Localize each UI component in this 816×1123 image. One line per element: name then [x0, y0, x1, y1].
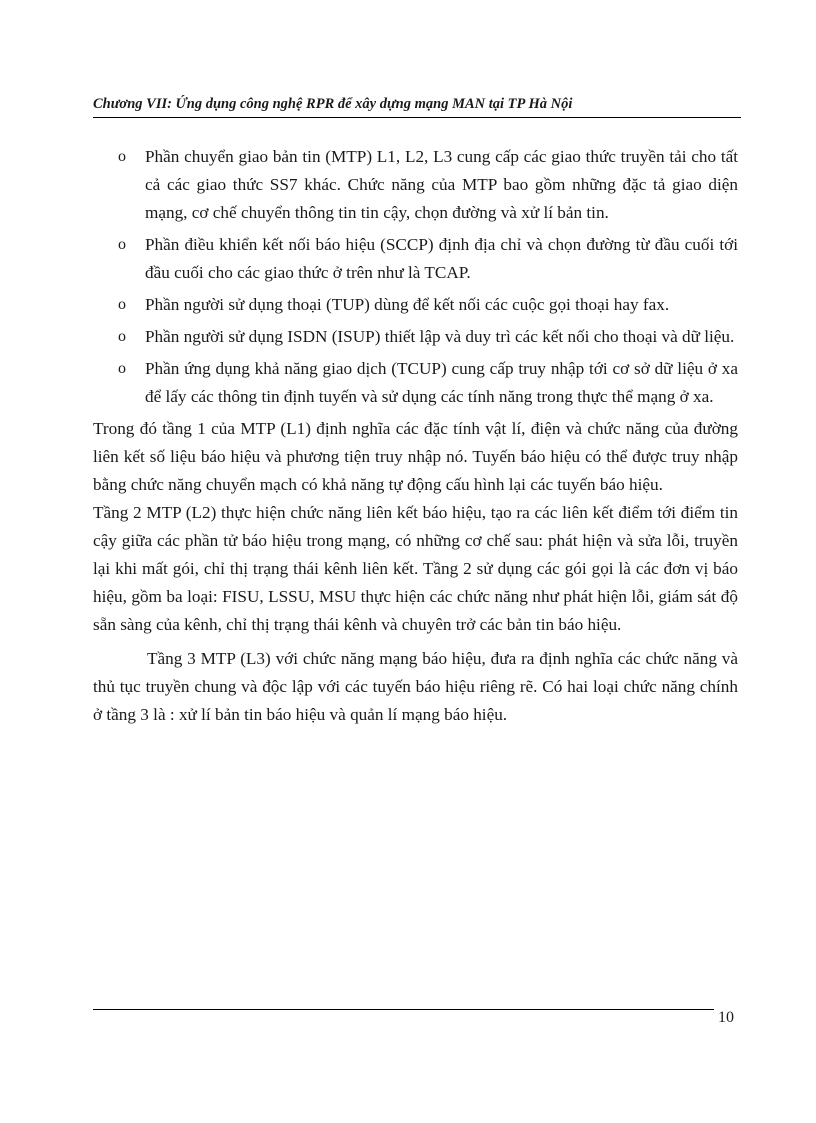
list-item: [118, 291, 738, 319]
list-item-text: Phần người sử dụng thoại (TUP) dùng để kết nối các cuộc gọi thoại hay fax.: [145, 295, 670, 314]
list-item-text: Phần điều khiển kết nối báo hiệu (SCCP) định địa chỉ và chọn đường từ đầu cuối tới đầu cuối cho các giao thức ở trên như là TCAP.: [145, 235, 738, 282]
page-body: [93, 143, 738, 729]
list-item: [118, 143, 738, 227]
footer-divider: [93, 1009, 714, 1010]
paragraph-layer1: Trong đó tầng 1 của MTP (L1) định nghĩa các đặc tính vật lí, điện và chức năng của đường liên kết số liệu báo hiệu và phương tiện truy nhập nó. Tuyến báo hiệu có thể được truy nhập bằng chức năng chuyển mạch có khả năng tự động cấu hình lại các tuyến báo hiệu.: [93, 419, 738, 494]
list-item-text: Phần người sử dụng ISDN (ISUP) thiết lập và duy trì các kết nối cho thoại và dữ liệu.: [145, 327, 735, 346]
list-item: [118, 231, 738, 287]
bullet-circle-icon: o: [118, 236, 126, 253]
bullet-circle-icon: o: [118, 360, 126, 377]
page-header-title: Chương VII: Ứng dụng công nghệ RPR để xây dựng mạng MAN tại TP Hà Nội: [93, 96, 573, 112]
list-item-text: Phần chuyển giao bản tin (MTP) L1, L2, L3 cung cấp các giao thức truyền tải cho tất cả các giao thức SS7 khác. Chức năng của MTP bao gồm những đặc tả giao diện mạng, cơ chế chuyển thông tin tin cậy, chọn đường và xử lí bản tin.: [145, 147, 738, 222]
bullet-circle-icon: o: [118, 328, 126, 345]
list-item-text: Phần ứng dụng khả năng giao dịch (TCUP) cung cấp truy nhập tới cơ sở dữ liệu ở xa để lấy các thông tin định tuyến và sử dụng các tính năng trong thực thể mạng ở xa.: [145, 359, 738, 406]
bullet-circle-icon: o: [118, 296, 126, 313]
list-item: [118, 323, 738, 351]
paragraph-layer3: Tầng 3 MTP (L3) với chức năng mạng báo hiệu, đưa ra định nghĩa các chức năng và thủ tục truyền chung và độc lập với các tuyến báo hiệu riêng rẽ. Có hai loại chức năng chính ở tầng 3 là : xử lí bản tin báo hiệu và quản lí mạng báo hiệu.: [93, 649, 738, 724]
header-divider: [93, 117, 741, 118]
bullet-list: [118, 143, 738, 411]
paragraph-layer2: Tầng 2 MTP (L2) thực hiện chức năng liên kết báo hiệu, tạo ra các liên kết điểm tới điểm tin cậy giữa các phần tử báo hiệu trong mạng, có những cơ chế sau: phát hiện và sửa lỗi, truyền lại khi mất gói, chỉ thị trạng thái kênh liên kết. Tầng 2 sử dụng các gói gọi là các đơn vị báo hiệu, gồm ba loại: FISU, LSSU, MSU thực hiện các chức năng như phát hiện lỗi, giám sát độ sẵn sàng của kênh, chỉ thị trạng thái kênh và chuyên trở các bản tin báo hiệu.: [93, 503, 738, 634]
page-number: 10: [718, 1009, 734, 1026]
bullet-circle-icon: o: [118, 148, 126, 165]
list-item: [118, 355, 738, 411]
